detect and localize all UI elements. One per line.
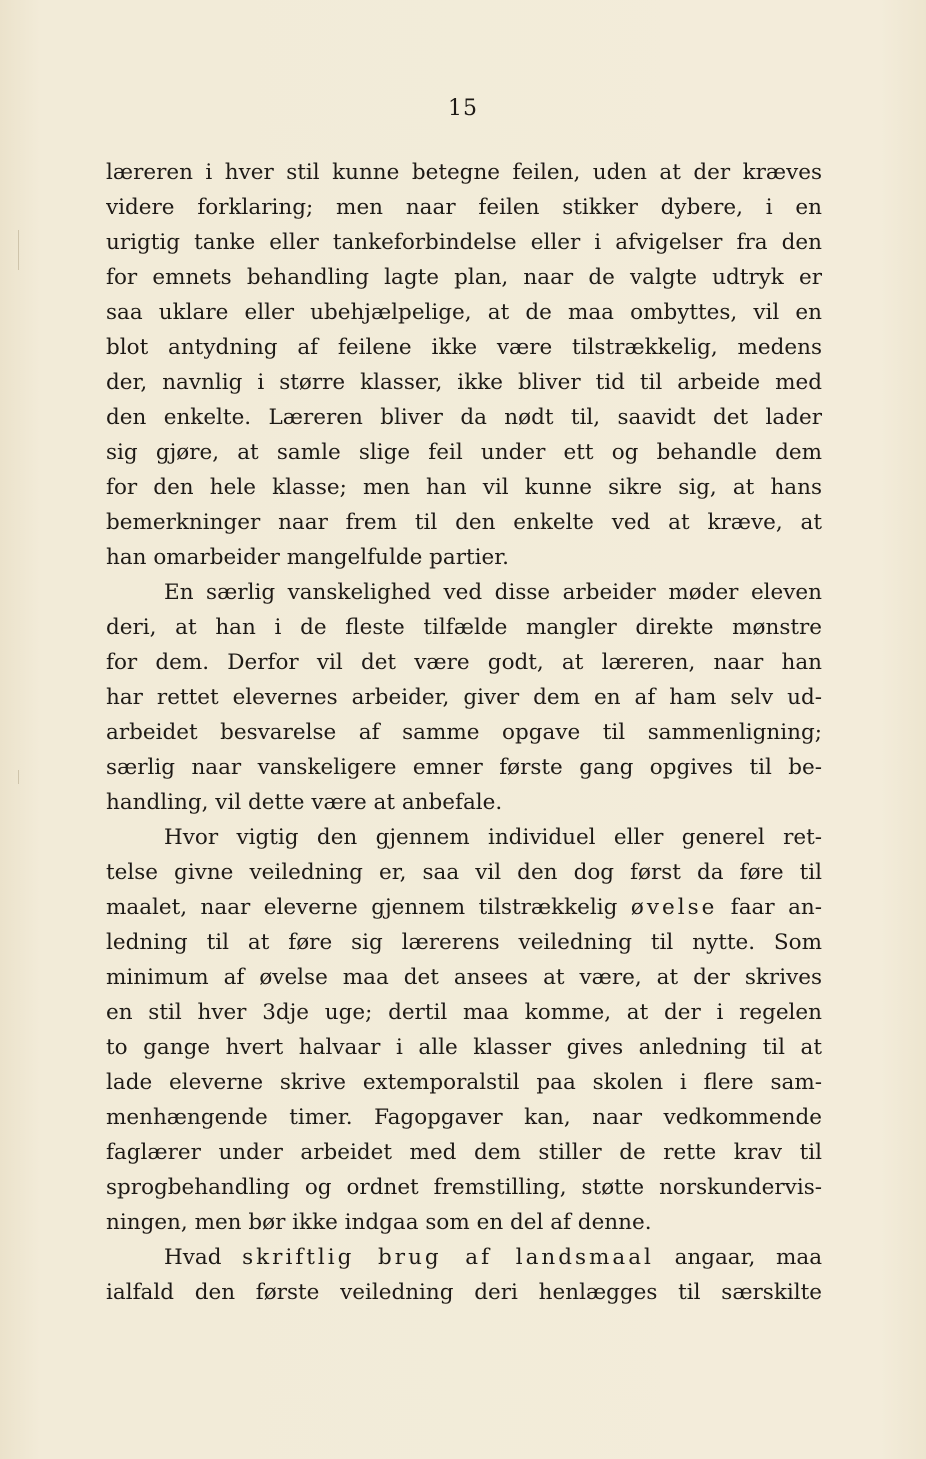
page-edge-mark (18, 770, 19, 784)
text-line: blot antydning af feilene ikke være tilstrækkelig, medens (106, 335, 822, 360)
text-segment: maalet, naar eleverne gjennem tilstrækkelig (106, 895, 618, 920)
text-line: Hvor vigtig den gjennem individuel eller generel ret- (164, 825, 822, 850)
text-line: der, navnlig i større klasser, ikke bliver tid til arbeide med (106, 370, 822, 395)
text-line: faglærer under arbeidet med dem stiller de rette krav til (106, 1140, 822, 1165)
text-line: arbeidet besvarelse af samme opgave til sammenligning; (106, 720, 822, 745)
page-number: 15 (448, 96, 478, 121)
text-line: ialfald den første veiledning deri henlægges til særskilte (106, 1280, 822, 1305)
text-line: sprogbehandling og ordnet fremstilling, støtte norskundervis- (106, 1175, 822, 1200)
text-line: menhængende timer. Fagopgaver kan, naar vedkommende (106, 1105, 822, 1130)
text-line: to gange hvert halvaar i alle klasser gives anledning til at (106, 1035, 822, 1060)
text-line: bemerkninger naar frem til den enkelte ved at kræve, at (106, 510, 822, 535)
text-line: telse givne veiledning er, saa vil den dog først da føre til (106, 860, 822, 885)
text-segment: Hvad (164, 1245, 222, 1270)
text-line-mixed (106, 890, 822, 925)
text-line: for den hele klasse; men han vil kunne sikre sig, at hans (106, 475, 822, 500)
text-line: den enkelte. Læreren bliver da nødt til, saavidt det lader (106, 405, 822, 430)
text-line: lade eleverne skrive extemporalstil paa skolen i flere sam- (106, 1070, 822, 1095)
text-line-mixed (106, 1240, 822, 1275)
text-line: En særlig vanskelighed ved disse arbeider møder eleven (164, 580, 822, 605)
text-line: videre forklaring; men naar feilen stikker dybere, i en (106, 195, 822, 220)
text-line: for dem. Derfor vil det være godt, at læreren, naar han (106, 650, 822, 675)
text-line: ledning til at føre sig lærerens veiledning til nytte. Som (106, 930, 822, 955)
text-line: saa uklare eller ubehjælpelige, at de maa ombyttes, vil en (106, 300, 822, 325)
emphasized-phrase: skriftlig brug af landsmaal (242, 1245, 654, 1270)
text-line: han omarbeider mangelfulde partier. (106, 545, 509, 570)
text-line: minimum af øvelse maa det ansees at være, at der skrives (106, 965, 822, 990)
text-line: urigtig tanke eller tankeforbindelse eller i afvigelser fra den (106, 230, 822, 255)
text-line: læreren i hver stil kunne betegne feilen, uden at der kræves (106, 160, 822, 185)
body-text (106, 155, 822, 1310)
text-line: ningen, men bør ikke indgaa som en del af denne. (106, 1210, 652, 1235)
text-segment: faar an- (730, 895, 822, 920)
text-line: har rettet elevernes arbeider, giver dem en af ham selv ud- (106, 685, 822, 710)
text-line: handling, vil dette være at anbefale. (106, 790, 503, 815)
page-edge-mark (18, 230, 19, 270)
text-segment: angaar, maa (674, 1245, 822, 1270)
text-line: særlig naar vanskeligere emner første gang opgives til be- (106, 755, 822, 780)
text-line: deri, at han i de fleste tilfælde mangler direkte mønstre (106, 615, 822, 640)
text-line: sig gjøre, at samle slige feil under ett og behandle dem (106, 440, 822, 465)
emphasized-word: øvelse (630, 895, 718, 920)
text-line: for emnets behandling lagte plan, naar de valgte udtryk er (106, 265, 822, 290)
text-line: en stil hver 3dje uge; dertil maa komme, at der i regelen (106, 1000, 822, 1025)
